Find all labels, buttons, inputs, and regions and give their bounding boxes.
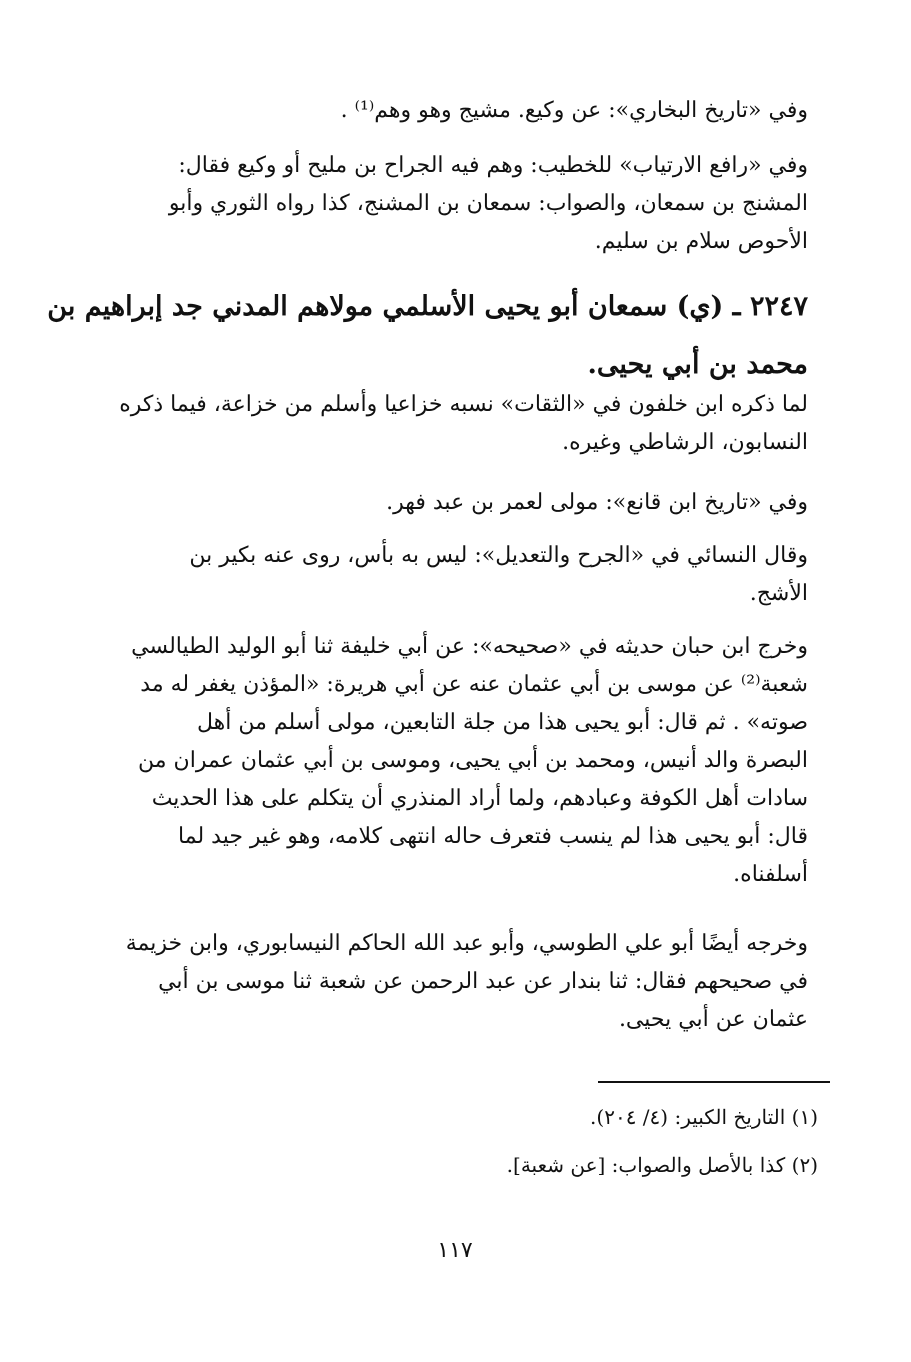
text-line: النسابون، الرشاطي وغيره. <box>562 430 808 455</box>
text-line: لما ذكره ابن خلفون في «الثقات» نسبه خزاعيا وأسلم من خزاعة، فيما ذكره <box>119 392 808 417</box>
text-line: في صحيحهم فقال: ثنا بندار عن عبد الرحمن عن شعبة ثنا موسى بن أبي <box>158 969 808 994</box>
text-line: وفي «رافع الارتياب» للخطيب: وهم فيه الجراح بن مليح أو وكيع فقال: <box>178 153 808 178</box>
text-line: صوته» . ثم قال: أبو يحيى هذا من جلة التابعين، مولى أسلم من أهل <box>196 710 808 735</box>
paragraph-nasai <box>108 537 808 613</box>
footnote-1 <box>408 1102 818 1132</box>
text-line: سادات أهل الكوفة وعبادهم، ولما أراد المنذري أن يتكلم على هذا الحديث <box>151 786 808 811</box>
paragraph-ibn-hibban <box>108 628 808 894</box>
text-line: عثمان عن أبي يحيى. <box>618 1007 808 1032</box>
text-line: وخرج ابن حبان حديثه في «صحيحه»: عن أبي خليفة ثنا أبو الوليد الطيالسي <box>131 634 808 659</box>
text-line: شعبة⁽²⁾ عن موسى بن أبي عثمان عنه عن أبي هريرة: «المؤذن يغفر له مد <box>140 672 808 697</box>
paragraph-ibn-khalfun <box>108 386 808 462</box>
text-line: وفي «تاريخ البخاري»: عن وكيع. مشيج وهو وهم⁽¹⁾ . <box>340 98 808 123</box>
footnote-text: (٢) كذا بالأصل والصواب: [عن شعبة]. <box>506 1153 818 1177</box>
text-line: وقال النسائي في «الجرح والتعديل»: ليس به بأس، روى عنه بكير بن <box>189 543 808 568</box>
heading-line: محمد بن أبي يحيى. <box>587 349 808 380</box>
paragraph-tusi-hakim <box>108 925 808 1039</box>
footnote-divider <box>598 1081 830 1083</box>
heading-line: ٢٢٤٧ ـ (ي) سمعان أبو يحيى الأسلمي مولاهم المدني جد إبراهيم بن <box>47 291 808 322</box>
text-line: قال: أبو يحيى هذا لم ينسب فتعرف حاله انتهى كلامه، وهو غير جيد لما <box>178 824 808 849</box>
text-line: المشنج بن سمعان، والصواب: سمعان بن المشنج، كذا رواه الثوري وأبو <box>168 191 808 216</box>
entry-heading <box>47 278 808 394</box>
footnote-2 <box>408 1150 818 1180</box>
text-line: وفي «تاريخ ابن قانع»: مولى لعمر بن عبد فهر. <box>386 490 808 515</box>
text-line: البصرة والد أنيس، ومحمد بن أبي يحيى، وموسى بن أبي عثمان عمران من <box>138 748 808 773</box>
page-number: ١١٧ <box>437 1238 473 1263</box>
paragraph-bukhari-history <box>108 92 808 130</box>
footnote-text: (١) التاريخ الكبير: (٤/ ٢٠٤). <box>590 1105 818 1129</box>
paragraph-ibn-qani <box>108 484 808 522</box>
text-line: أسلفناه. <box>733 862 808 887</box>
text-line: الأشج. <box>749 581 808 606</box>
text-line: الأحوص سلام بن سليم. <box>594 229 808 254</box>
paragraph-rafi-al-irtiyab <box>108 147 808 261</box>
text-line: وخرجه أيضًا أبو علي الطوسي، وأبو عبد الله الحاكم النيسابوري، وابن خزيمة <box>125 931 808 956</box>
